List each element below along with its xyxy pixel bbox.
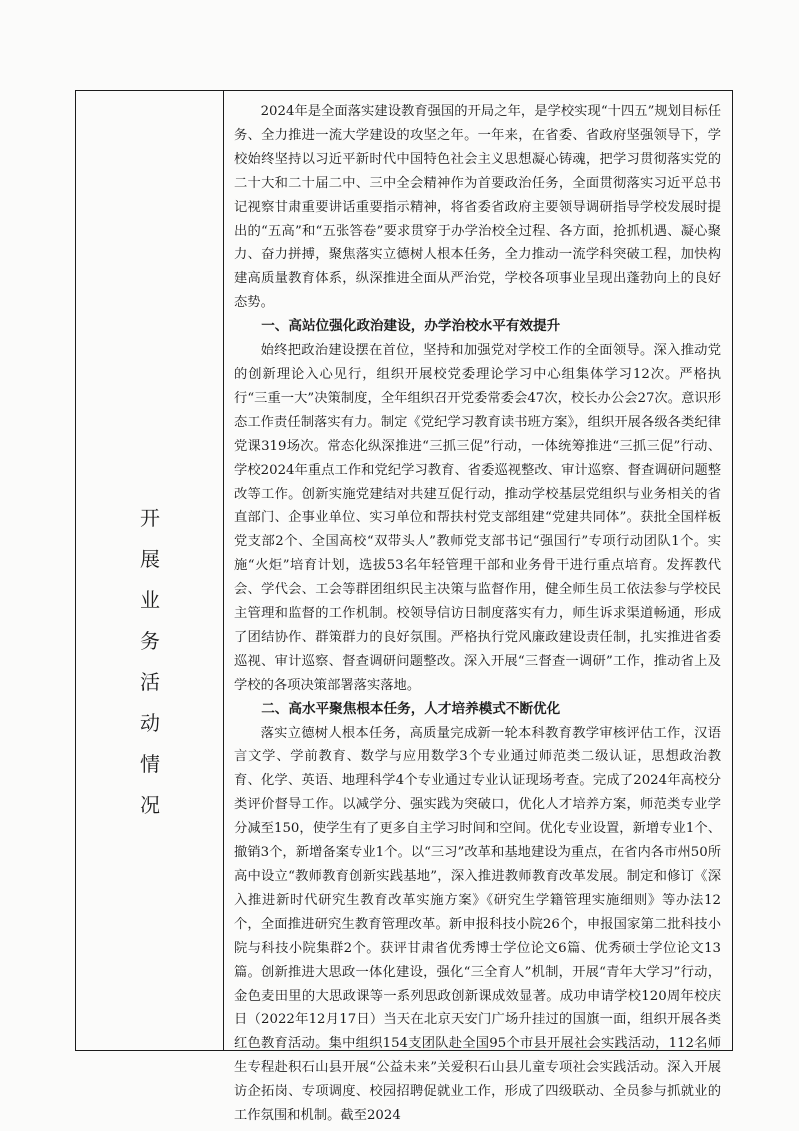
label-char: 动	[140, 711, 160, 735]
content-cell	[234, 100, 721, 1128]
label-char: 务	[140, 629, 160, 653]
vertical-section-label	[76, 498, 224, 826]
section-heading-1: 一、高站位强化政治建设，办学治校水平有效提升	[261, 318, 561, 335]
label-char: 开	[140, 506, 160, 530]
section-label-cell	[76, 91, 224, 1050]
section-body-2: 落实立德树人根本任务，高质量完成新一轮本科教育教学审核评估工作，汉语言文学、学前教育、数学与应用数学3个专业通过师范类二级认证，思想政治教育、化学、英语、地理科学4个专业通过专业认证现场考查。完成了2024年高校分类评价督导工作。以减学分、强实践为突破口，优化人才培养方案，师范类专业学分减至150，使学生有了更多自主学习时间和空间。优化专业设置，新增专业1个、撤销3个，新增备案专业1个。以“三习”改革和基地建设为重点，在省内各市州50所高中设立“教师教育创新实践基地”，深入推进教师教育改革发展。制定和修订《深入推进新时代研究生教育改革实施方案》《研究生学籍管理实施细则》等办法12个，全面推进研究生教育管理改革。新申报科技小院26个，申报国家第二批科技小院与科技小院集群2个。获评甘肃省优秀博士学位论文6篇、优秀硕士学位论文13篇。创新推进大思政一体化建设，强化“三全育人”机制，开展“青年大学习”行动，金色麦田里的大思政课等一系列思政创新课成效显著。成功申请学校120周年校庆日（2022年12月17日）当天在北京天安门广场升挂过的国旗一面，组织开展各类红色教育活动。集中组织154支团队赴全国95个市县开展社会实践活动，112名师生专程赴积石山县开展“公益未来”关爱积石山县儿童专项社会实践活动。深入开展访企拓岗、专项调度、校园招聘促就业工作，形成了四级联动、全员参与抓就业的工作氛围和机制。截至2024	[234, 725, 721, 1124]
label-char: 活	[140, 670, 160, 694]
form-table	[75, 90, 733, 1124]
section-body-1: 始终把政治建设摆在首位，坚持和加强党对学校工作的全面领导。深入推动党的创新理论入心见行，组织开展校党委理论学习中心组集体学习12次。严格执行“三重一大”决策制度，全年组织召开党委常委会47次，校长办公会27次。意识形态工作责任制落实有力。制定《党纪学习教育读书班方案》，组织开展各级各类纪律党课319场次。常态化纵深推进“三抓三促”行动，一体统筹推进“三抓三促”行动、学校2024年重点工作和党纪学习教育、省委巡视整改、审计巡察、督查调研问题整改等工作。创新实施党建结对共建互促行动，推动学校基层党组织与业务相关的省直部门、企事业单位、实习单位和帮扶村党支部组建“党建共同体”。获批全国样板党支部2个、全国高校“双带头人”教师党支部书记“强国行”专项行动团队1个。实施“火炬”培育计划，选拔53名年轻管理干部和业务骨干进行重点培育。发挥教代会、学代会、工会等群团组织民主决策与监督作用，健全师生员工依法参与学校民主管理和监督的工作机制。校领导信访日制度落实有力，师生诉求渠道畅通，形成了团结协作、群策群力的良好氛围。严格执行党风廉政建设责任制，扎实推进省委巡视、审计巡察、督查调研问题整改。深入开展“三督查一调研”工作，推动省上及学校的各项决策部署落实落地。	[234, 343, 721, 693]
intro-paragraph: 2024年是全面落实建设教育强国的开局之年，是学校实现“十四五”规划目标任务、全力推进一流大学建设的攻坚之年。一年来，在省委、省政府坚强领导下，学校始终坚持以习近平新时代中国特色社会主义思想凝心铸魂，把学习贯彻落实党的二十大和二十届二中、三中全会精神作为首要政治任务，全面贯彻落实习近平总书记视察甘肃重要讲话重要指示精神，将省委省政府主要领导调研指导学校发展时提出的“五高”和“五张答卷”要求贯穿于办学治校全过程、各方面，抢抓机遇、凝心聚力、奋力拼搏，聚焦落实立德树人根本任务，全力推动一流学科突破工程，加快构建高质量教育体系，纵深推进全面从严治党，学校各项事业呈现出蓬勃向上的良好态势。	[234, 104, 721, 311]
label-char: 情	[140, 752, 160, 776]
label-char: 业	[140, 588, 160, 612]
section-heading-2: 二、高水平聚焦根本任务，人才培养模式不断优化	[261, 700, 561, 717]
label-char: 况	[140, 793, 160, 817]
label-char: 展	[140, 547, 160, 571]
